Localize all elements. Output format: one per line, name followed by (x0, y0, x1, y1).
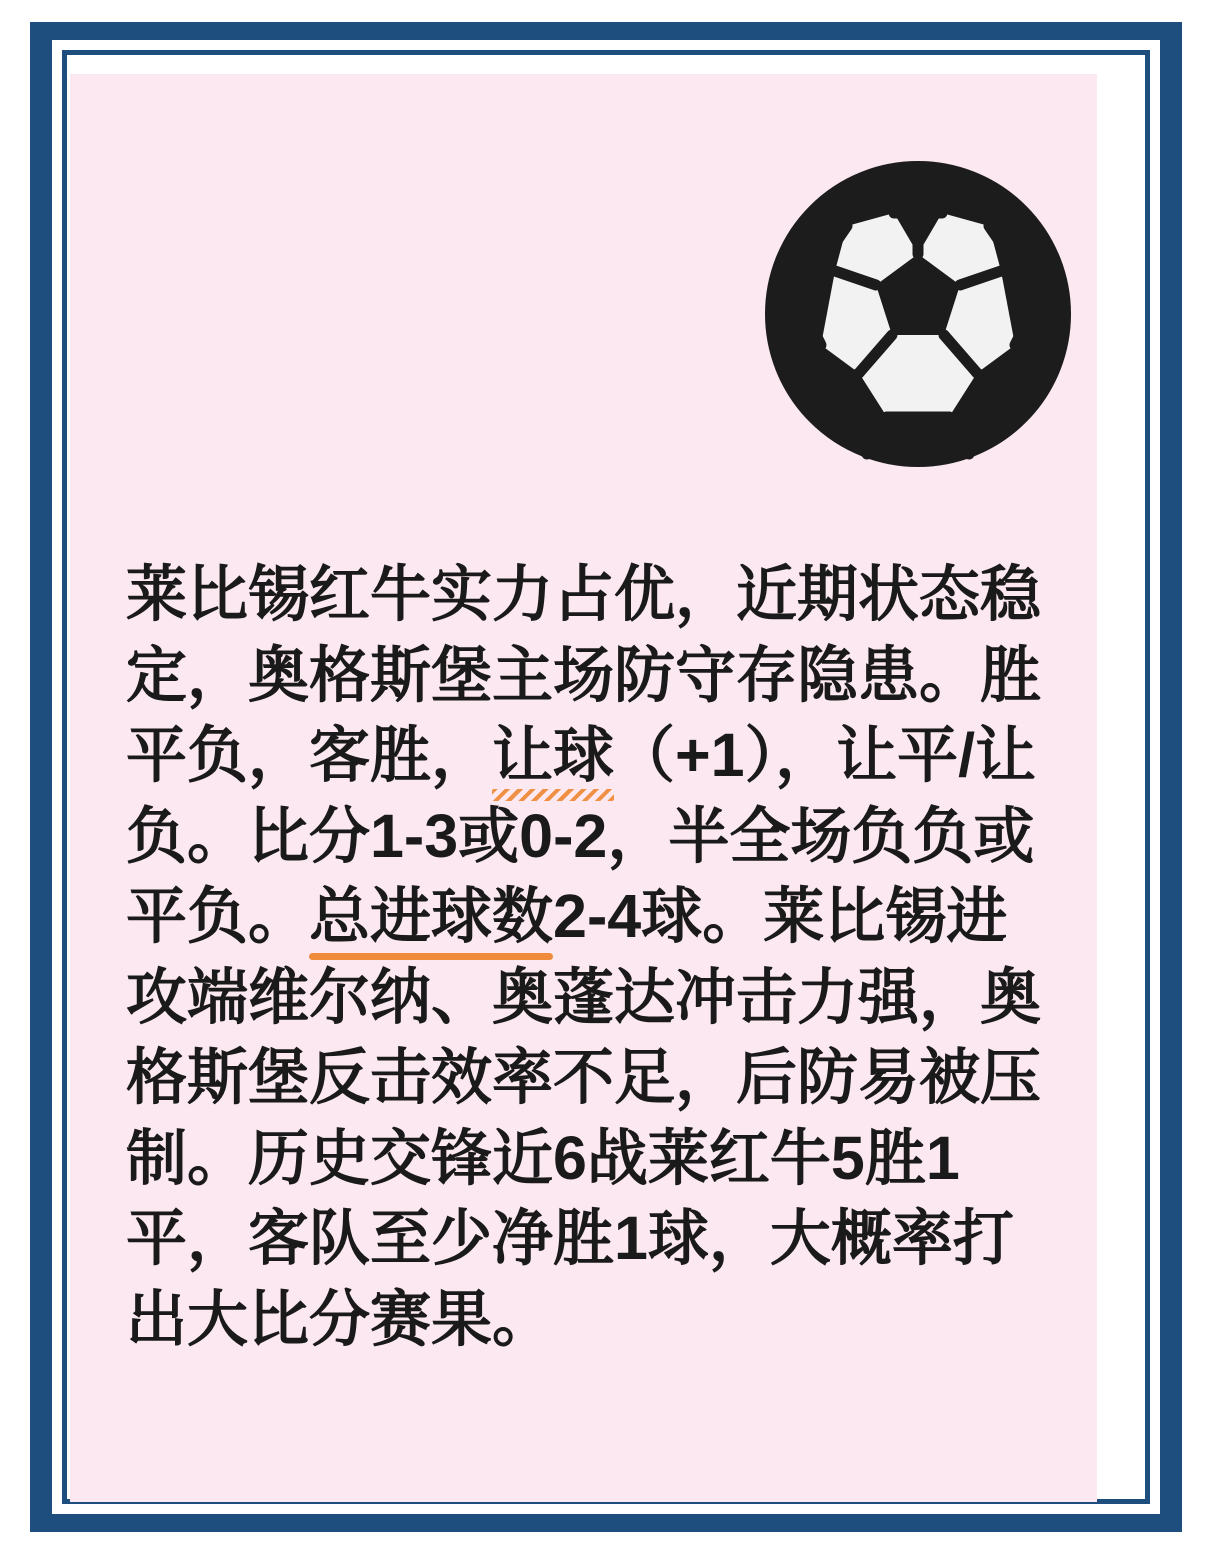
analysis-text-block (126, 554, 1046, 1359)
text-segment-1: 莱比锡红牛实力占优，近期状态稳定，奥格斯堡主场防守存隐患。 (126, 560, 1042, 709)
highlight-handicap: 让球 (492, 721, 615, 790)
highlight-win-draw-lose: 胜平负 (126, 640, 1042, 790)
soccer-ball-icon (763, 159, 1073, 469)
highlight-total-goals: 总进球数 (309, 882, 554, 951)
poster-frame (30, 22, 1182, 1532)
analysis-paragraph (126, 554, 1046, 1359)
text-segment-3: （+1），让平/让负。比分1-3或0-2，半全场负负或平负。 (126, 721, 1037, 951)
text-segment-2: ，客胜， (248, 721, 493, 790)
content-card (70, 74, 1097, 1502)
text-segment-4: 2-4球。莱比锡进攻端维尔纳、奥蓬达冲击力强，奥格斯堡反击效率不足，后防易被压制。历史交锋近6战莱红牛5胜1平，客队至少净胜1球，大概率打出大比分赛果。 (126, 882, 1042, 1353)
